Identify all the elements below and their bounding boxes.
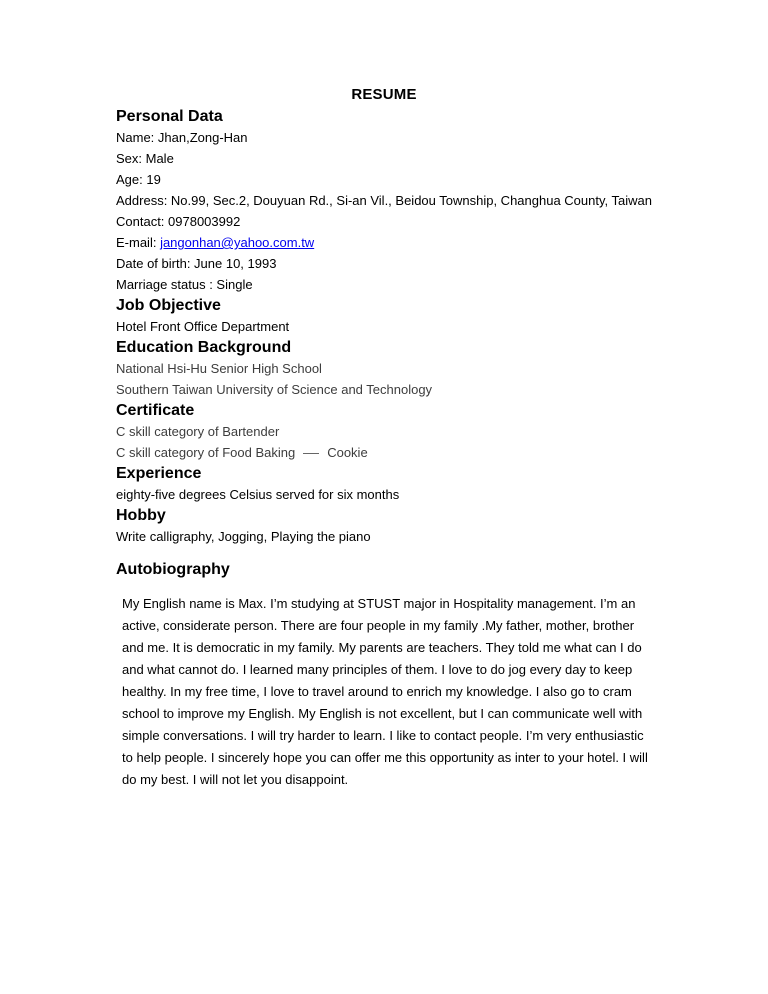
resume-content [116,106,656,804]
address-line: Address: No.99, Sec.2, Douyuan Rd., Si-an Vil., Beidou Township, Changhua County, Taiwan [116,193,652,208]
experience-heading: Experience [116,465,202,482]
certificate-item: C skill category of Bartender [116,424,280,439]
email-label: E-mail: [116,235,161,250]
certificate-item-main: C skill category of Food Baking [116,445,296,460]
email-link[interactable]: jangonhan@yahoo.com.tw [160,235,315,250]
job-objective-heading: Job Objective [116,297,221,314]
job-objective-text: Hotel Front Office Department [116,319,290,334]
age-line: Age: 19 [116,172,161,187]
name-line: Name: Jhan,Zong-Han [116,130,248,145]
education-item: Southern Taiwan University of Science and Technology [116,382,433,397]
dob-line: Date of birth: June 10, 1993 [116,256,277,271]
autobiography-text: My English name is Max. I’m studying at STUST major in Hospitality management. I’m an active, considerate person. There are four people in my family .My father, mother, brother and me. It is democratic in my family. My parents are teachers. They told me what can I do and what cannot do. I learned many principles of them. I love to do jog every day to keep healthy. In my free time, I love to travel around to enrich my knowledge. I also go to cram school to improve my English. My English is not excellent, but I can communicate well with simple conversations. I will try harder to learn. I like to contact people. I’m very enthusiastic to help people. I sincerely hope you can offer me this opportunity as inter to your hotel. I will do my best. I will not let you disappoint. [122,596,648,787]
experience-text: eighty-five degrees Celsius served for six months [116,487,400,502]
email-line [116,232,656,253]
personal-data-heading: Personal Data [116,108,223,125]
contact-line: Contact: 0978003992 [116,214,241,229]
education-item: National Hsi-Hu Senior High School [116,361,322,376]
dash-separator [303,453,319,454]
autobiography-heading: Autobiography [116,561,230,578]
hobby-text: Write calligraphy, Jogging, Playing the piano [116,529,371,544]
certificate-heading: Certificate [116,402,195,419]
certificate-item [116,442,656,463]
hobby-heading: Hobby [116,507,166,524]
marriage-line: Marriage status : Single [116,277,253,292]
certificate-item-detail: Cookie [327,445,368,460]
section-spacer [116,547,656,559]
sex-line: Sex: Male [116,151,174,166]
education-heading: Education Background [116,339,292,356]
document-title: RESUME [351,86,417,103]
